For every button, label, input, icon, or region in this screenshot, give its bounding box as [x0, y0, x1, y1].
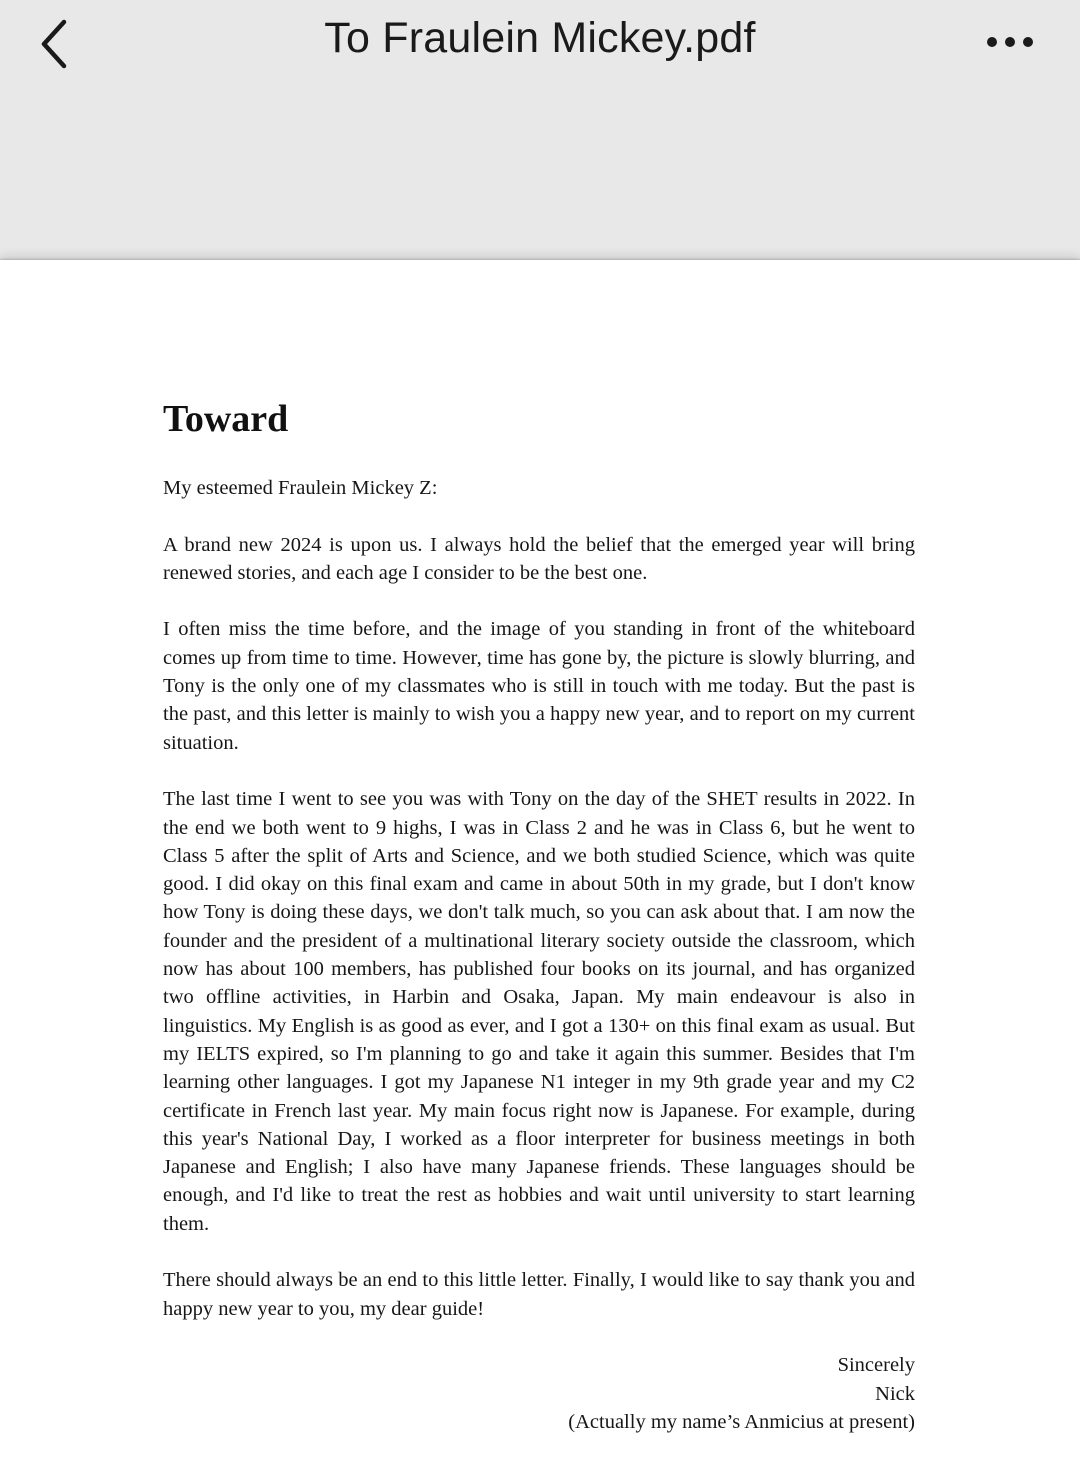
more-options-button[interactable] [975, 22, 1045, 62]
letter-paragraph: The last time I went to see you was with Tony on the day of the SHET results in 2022. In the end we both went to 9 highs, I was in Class 2 and he was in Class 6, but he went to Class 5 after the split of Arts and Science, and we both studied Science, which was quite good. I did okay on this final exam and came in about 50th in my grade, but I don't know how Tony is doing these days, we don't talk much, so you can ask about that. I am now the founder and the president of a multinational literary society outside the classroom, which now has about 100 members, has published four books on its journal, and has organized two offline activities, in Harbin and Osaka, Japan. My main endeavour is also in linguistics. My English is as good as ever, and I got a 130+ on this final exam as usual. But my IELTS expired, so I'm planning to go and take it again this summer. Besides that I'm learning other languages. I got my Japanese N1 integer in my 9th grade year and my C2 certificate in French last year. My main focus right now is Japanese. For example, during this year's National Day, I worked as a floor interpreter for business meetings in both Japanese and English; I also have many Japanese friends. These languages should be enough, and I'd like to treat the rest as hobbies and wait until university to start learning them. [163, 788, 915, 1235]
letter-closing [163, 1351, 915, 1436]
chevron-left-icon [30, 14, 80, 74]
pdf-page[interactable] [0, 260, 1080, 1460]
letter-paragraph: A brand new 2024 is upon us. I always hold the belief that the emerged year will bring renewed stories, and each age I consider to be the best one. [163, 533, 915, 584]
back-button[interactable] [30, 14, 80, 74]
letter-paragraph: I often miss the time before, and the image of you standing in front of the whiteboard comes up from time to time. However, time has gone by, the picture is slowly blurring, and Tony is the only one of my classmates who is still in touch with me today. But the past is the past, and this letter is mainly to wish you a happy new year, and to report on my current situation. [163, 618, 915, 754]
signature: Nick [875, 1382, 915, 1405]
signature-note: (Actually my name’s Anmicius at present) [568, 1410, 915, 1433]
more-horizontal-icon [975, 22, 1045, 62]
letter-heading: Toward [163, 398, 289, 440]
document-title: To Fraulein Mickey.pdf [324, 14, 756, 62]
letter-body [163, 396, 915, 1436]
letter-paragraph: There should always be an end to this little letter. Finally, I would like to say thank you and happy new year to you, my dear guide! [163, 1269, 915, 1320]
top-navigation-bar [0, 0, 1080, 90]
letter-salutation: My esteemed Fraulein Mickey Z: [163, 477, 438, 499]
valediction: Sincerely [837, 1354, 915, 1377]
